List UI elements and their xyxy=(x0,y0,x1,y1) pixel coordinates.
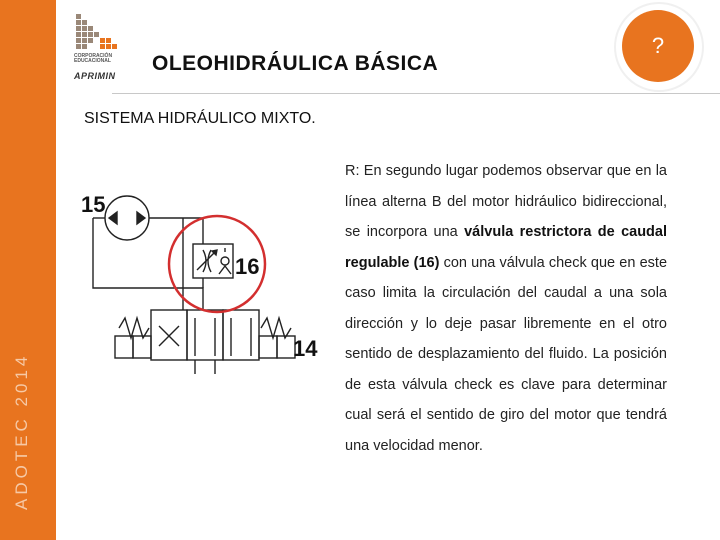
side-vertical-text: ADOTEC 2014 xyxy=(12,352,31,510)
logo-brand: APRIMIN xyxy=(74,71,116,81)
side-bar xyxy=(0,0,56,540)
page-title: OLEOHIDRÁULICA BÁSICA xyxy=(152,52,439,75)
logo-subtext: CORPORACIÓN EDUCACIONAL xyxy=(74,53,113,64)
help-button[interactable] xyxy=(622,10,694,82)
header-divider xyxy=(112,93,720,94)
label-motor-15: 15 xyxy=(81,192,106,217)
label-directional-14: 14 xyxy=(293,336,318,361)
valve-term-bold: válvula restrictora de caudal regulable (16) xyxy=(345,224,668,271)
hydraulic-circuit-diagram xyxy=(75,178,340,388)
label-valve-16: 16 xyxy=(235,254,260,279)
help-label: ? xyxy=(651,33,665,58)
slide-subtitle: SISTEMA HIDRÁULICO MIXTO. xyxy=(84,110,316,127)
explanation-paragraph: R: En segundo lugar podemos observar que en la línea alterna B del motor hidráulico bidireccional, se incorpora una válvula restrictora de caudal regulable (16) con una válvula check que en este caso limita la circulación del caudal a una sola dirección y lo deje pasar libremente en el otro sentido de desplazamiento del fluido. La posición de esta válvula check es clave para determinar cual será el sentido de giro del motor que tendrá una velocidad menor. xyxy=(345,163,668,454)
